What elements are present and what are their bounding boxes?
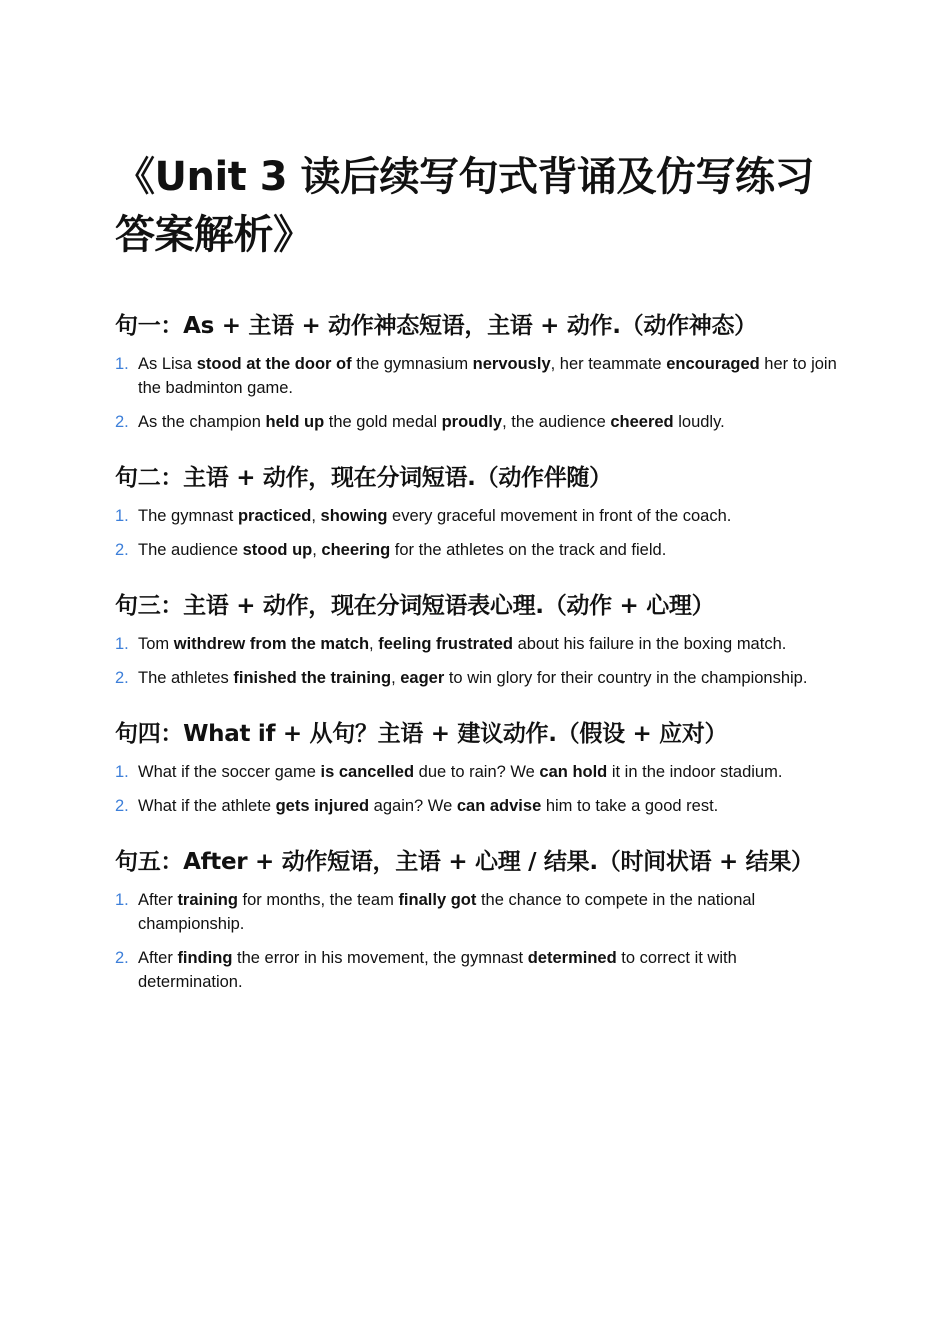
sentence-fragment: ,	[391, 669, 401, 687]
sentence-pattern-section	[115, 844, 840, 994]
list-number: 1.	[115, 635, 129, 653]
key-phrase: held up	[265, 413, 325, 431]
section-heading: 句一：As + 主语 + 动作神态短语，主语 + 动作.（动作神态）	[115, 313, 757, 339]
sentence-fragment: What if the soccer game	[138, 763, 321, 781]
sentence-fragment: again? We	[369, 797, 457, 815]
sentence-fragment: The audience	[138, 541, 243, 559]
sentence-text	[138, 669, 807, 687]
key-phrase: withdrew from the match	[173, 635, 370, 653]
sentence-pattern-section	[115, 308, 840, 434]
sentence-fragment: the error in his movement, the gymnast	[232, 949, 528, 967]
section-heading: 句五：After + 动作短语，主语 + 心理 / 结果.（时间状语 + 结果）	[115, 849, 814, 875]
sentence-fragment: ,	[311, 507, 321, 525]
sentence-fragment: loudly.	[673, 413, 725, 431]
sentence-fragment: , the audience	[502, 413, 611, 431]
list-number: 2.	[115, 797, 129, 815]
key-phrase: is cancelled	[320, 763, 415, 781]
list-number: 1.	[115, 355, 129, 373]
example-sentence	[115, 504, 840, 528]
sentence-pattern-section	[115, 716, 840, 818]
key-phrase: encouraged	[666, 355, 760, 373]
sentence-fragment: the gold medal	[324, 413, 442, 431]
key-phrase: feeling frustrated	[378, 635, 513, 653]
example-list	[115, 352, 840, 434]
key-phrase: practiced	[237, 507, 312, 525]
sentence-text	[138, 763, 782, 781]
sentence-fragment: As Lisa	[138, 355, 197, 373]
sentence-text	[138, 355, 837, 397]
sentence-text	[138, 797, 718, 815]
document-title: 《Unit 3 读后续写句式背诵及仿写练习答案解析》	[115, 154, 814, 258]
key-phrase: nervously	[472, 355, 551, 373]
section-heading: 句二：主语 + 动作，现在分词短语.（动作伴随）	[115, 465, 612, 491]
sentence-fragment: to win glory for their country in the championship.	[444, 669, 808, 687]
sentence-fragment: Tom	[138, 635, 174, 653]
example-sentence	[115, 632, 840, 656]
list-number: 1.	[115, 763, 129, 781]
sentence-fragment: The gymnast	[138, 507, 238, 525]
section-heading: 句三：主语 + 动作，现在分词短语表心理.（动作 + 心理）	[115, 593, 715, 619]
sections-container	[115, 308, 840, 994]
example-list	[115, 888, 840, 994]
sentence-fragment: the gymnasium	[351, 355, 473, 373]
example-sentence	[115, 794, 840, 818]
list-number: 2.	[115, 541, 129, 559]
key-phrase: finished the training	[233, 669, 392, 687]
sentence-fragment: for the athletes on the track and field.	[390, 541, 667, 559]
sentence-fragment: After	[138, 891, 178, 909]
sentence-fragment: the chance to compete in the national championship.	[138, 891, 756, 933]
key-phrase: stood up	[242, 541, 313, 559]
example-sentence	[115, 410, 840, 434]
example-sentence	[115, 352, 840, 400]
example-sentence	[115, 888, 840, 936]
list-number: 2.	[115, 413, 129, 431]
example-list	[115, 760, 840, 818]
sentence-fragment: As the champion	[138, 413, 266, 431]
list-number: 1.	[115, 507, 129, 525]
sentence-fragment: due to rain? We	[414, 763, 540, 781]
key-phrase: proudly	[441, 413, 503, 431]
section-heading: 句四：What if + 从句？主语 + 建议动作.（假设 + 应对）	[115, 721, 728, 747]
key-phrase: finding	[177, 949, 233, 967]
key-phrase: cheered	[610, 413, 674, 431]
list-number: 1.	[115, 891, 129, 909]
sentence-pattern-section	[115, 588, 840, 690]
key-phrase: stood at the door of	[196, 355, 352, 373]
example-sentence	[115, 946, 840, 994]
sentence-text	[138, 891, 755, 933]
sentence-text	[138, 413, 725, 431]
sentence-fragment: about his failure in the boxing match.	[513, 635, 787, 653]
sentence-fragment: ,	[369, 635, 379, 653]
key-phrase: cheering	[321, 541, 391, 559]
key-phrase: can hold	[539, 763, 608, 781]
sentence-text	[138, 949, 737, 991]
key-phrase: showing	[320, 507, 388, 525]
sentence-text	[138, 541, 666, 559]
example-sentence	[115, 760, 840, 784]
example-list	[115, 504, 840, 562]
example-sentence	[115, 538, 840, 562]
sentence-fragment: ,	[312, 541, 322, 559]
sentence-pattern-section	[115, 460, 840, 562]
sentence-text	[138, 507, 731, 525]
sentence-fragment: , her teammate	[550, 355, 667, 373]
list-number: 2.	[115, 949, 129, 967]
sentence-fragment: to correct it with determination.	[138, 949, 737, 991]
sentence-fragment: her to join the badminton game.	[138, 355, 837, 397]
sentence-fragment: After	[138, 949, 178, 967]
sentence-fragment: for months, the team	[237, 891, 399, 909]
document-page	[115, 148, 840, 1020]
key-phrase: finally got	[398, 891, 477, 909]
example-list	[115, 632, 840, 690]
key-phrase: gets injured	[275, 797, 370, 815]
key-phrase: determined	[527, 949, 617, 967]
sentence-fragment: What if the athlete	[138, 797, 276, 815]
sentence-fragment: The athletes	[138, 669, 234, 687]
sentence-fragment: every graceful movement in front of the coach.	[387, 507, 732, 525]
key-phrase: eager	[400, 669, 445, 687]
key-phrase: can advise	[456, 797, 542, 815]
sentence-fragment: it in the indoor stadium.	[607, 763, 783, 781]
sentence-fragment: him to take a good rest.	[541, 797, 719, 815]
sentence-text	[138, 635, 786, 653]
example-sentence	[115, 666, 840, 690]
list-number: 2.	[115, 669, 129, 687]
key-phrase: training	[177, 891, 238, 909]
